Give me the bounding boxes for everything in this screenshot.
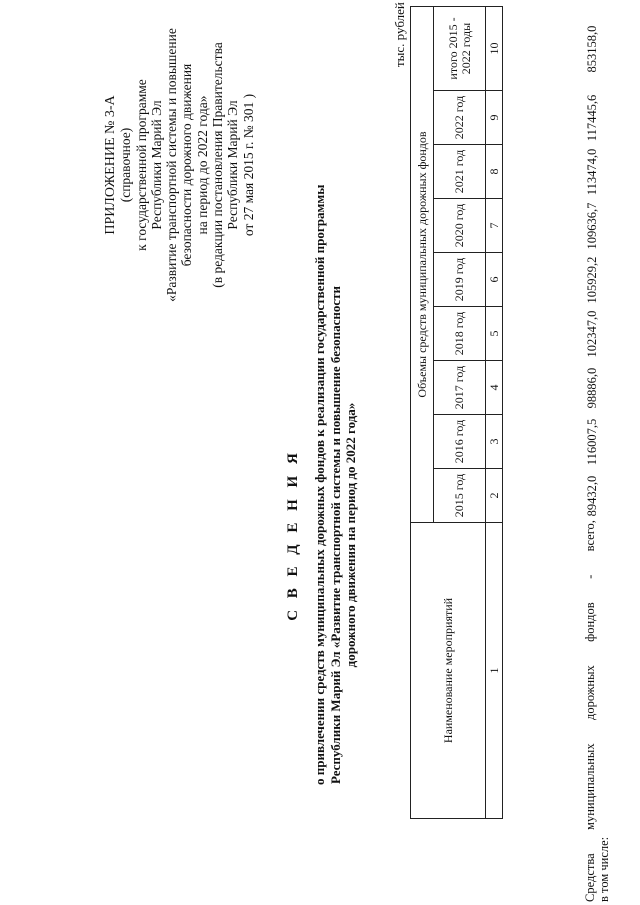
column-number: 4: [486, 361, 503, 415]
title-line: о привлечении средств муниципальных дорожных фондов к реализации государственной программы: [312, 184, 327, 785]
column-number: 2: [486, 469, 503, 523]
header-year: 2018 год: [434, 307, 486, 361]
appendix-line: Республики Марий Эл: [225, 100, 241, 230]
appendix-line: (в редакции постановления Правительства: [210, 42, 226, 288]
header-year: 2022 год: [434, 91, 486, 145]
header-year: 2015 год: [434, 469, 486, 523]
column-number: 5: [486, 307, 503, 361]
appendix-line: безопасности дорожного движения: [179, 63, 195, 267]
value-2022: 117445,6: [584, 94, 599, 142]
value-2016: 116007,5: [584, 418, 599, 466]
header-name: Наименование мероприятий: [411, 523, 486, 819]
column-number: 3: [486, 415, 503, 469]
header-year: 2016 год: [434, 415, 486, 469]
appendix-line: к государственной программе: [133, 79, 149, 251]
title-line: Республики Марий Эл «Развитие транспортной системы и повышение безопасности: [327, 285, 343, 785]
units-label: тыс. рублей: [392, 2, 407, 67]
row-label-word: всего,: [583, 520, 597, 552]
value-2017: 98886,0: [584, 367, 599, 409]
column-number: 1: [486, 523, 503, 819]
row-label-word: Средства: [583, 853, 597, 902]
column-number: 6: [486, 253, 503, 307]
value-2019: 105929,2: [584, 256, 599, 304]
appendix-heading: ПРИЛОЖЕНИЕ № 3-А: [103, 95, 118, 235]
row-label-continuation: в том числе:: [597, 836, 611, 902]
appendix-line: Республики Марий Эл: [148, 100, 164, 230]
funding-table: [410, 6, 503, 819]
appendix-line: «Развитие транспортной системы и повышение: [164, 28, 180, 302]
header-year: 2019 год: [434, 253, 486, 307]
header-year: 2017 год: [434, 361, 486, 415]
column-number: 9: [486, 91, 503, 145]
column-number: 8: [486, 145, 503, 199]
column-number: 10: [486, 6, 503, 90]
row-label-word: -: [583, 574, 597, 579]
row-label-word: фондов: [583, 602, 597, 642]
appendix-line: на период до 2022 года»: [194, 95, 210, 235]
column-number: 7: [486, 199, 503, 253]
value-total: 853158,0: [584, 25, 599, 73]
appendix-line: (справочное): [118, 127, 134, 203]
appendix-resolution-date: от 27 мая 2015 г. № 301 ): [240, 93, 256, 237]
table-row: [581, 7, 603, 819]
row-label-word: дорожных: [583, 665, 597, 721]
header-year: 2021 год: [434, 145, 486, 199]
value-2021: 113474,0: [584, 148, 599, 196]
value-2015: 89432,0: [584, 475, 599, 517]
row-label-word: муниципальных: [583, 743, 597, 830]
funding-table-values: [581, 7, 603, 819]
appendix-block: [103, 15, 256, 315]
value-2020: 109636,7: [584, 202, 599, 250]
header-total: итого 2015 - 2022 годы: [434, 6, 486, 90]
title-line: дорожного движения на период до 2022 года»: [343, 402, 358, 668]
header-group: Объемы средств муниципальных дорожных фондов: [411, 6, 434, 522]
document-heading: С В Е Д Е Н И Я: [285, 449, 301, 621]
document-title-block: [285, 184, 359, 785]
header-year: 2020 год: [434, 199, 486, 253]
value-2018: 102347,0: [584, 310, 599, 358]
